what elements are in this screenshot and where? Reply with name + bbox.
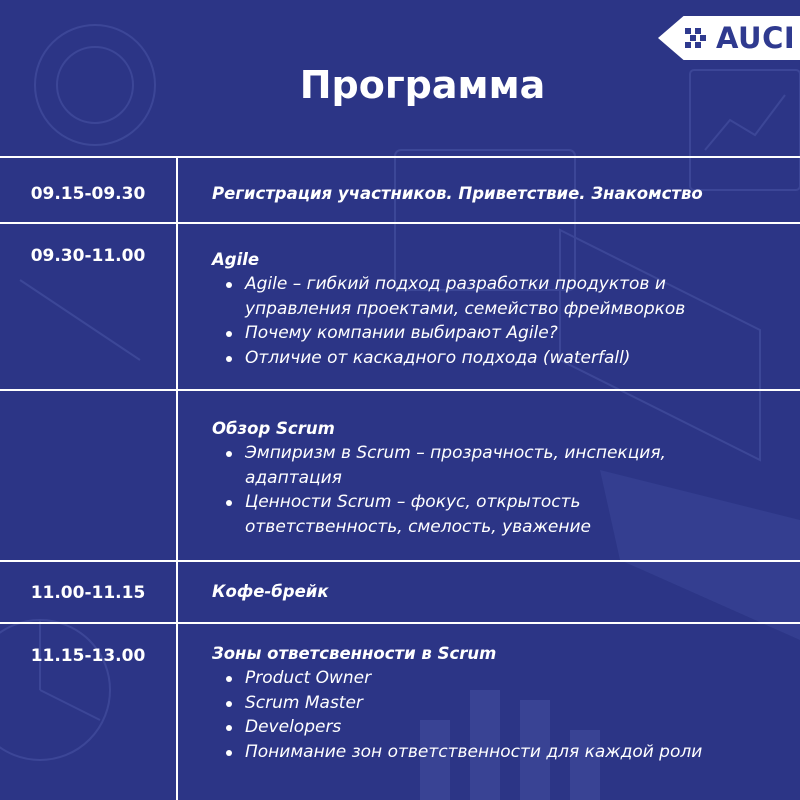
- row-item-list: [212, 272, 685, 370]
- row-time: 09.30-11.00: [30, 246, 146, 266]
- row-item-list: [212, 441, 666, 539]
- auci-logo-icon: [684, 26, 712, 50]
- row-heading: Кофе-брейк: [212, 582, 329, 601]
- table-divider: [0, 560, 800, 562]
- list-item: Почему компании выбирают Agile?: [212, 321, 685, 346]
- row-heading: Обзор Scrum: [212, 419, 335, 438]
- page-title: Программа: [299, 63, 546, 107]
- list-item-continuation: ответственность, смелость, уважение: [245, 516, 591, 537]
- table-column-divider: [176, 156, 178, 800]
- list-item: Эмпиризм в Scrum – прозрачность, инспекция,: [212, 441, 666, 466]
- table-divider: [0, 222, 800, 224]
- table-divider: [0, 389, 800, 391]
- list-item: Отличие от каскадного подхода (waterfall): [212, 346, 685, 371]
- list-item: Product Owner: [212, 666, 702, 691]
- row-time: 09.15-09.30: [30, 184, 146, 204]
- row-heading: Регистрация участников. Приветствие. Знакомство: [212, 184, 703, 203]
- list-item: Scrum Master: [212, 691, 702, 716]
- table-divider: [0, 622, 800, 624]
- row-time: 11.15-13.00: [30, 646, 146, 666]
- list-item-continuation: адаптация: [245, 467, 342, 488]
- table-divider: [0, 156, 800, 158]
- list-item: Понимание зон ответственности для каждой роли: [212, 740, 702, 765]
- row-time: 11.00-11.15: [30, 583, 146, 603]
- row-item-list: [212, 666, 702, 764]
- list-item: Ценности Scrum – фокус, открытость: [212, 490, 666, 515]
- logo-text: AUCI: [716, 21, 796, 55]
- row-heading: Agile: [212, 250, 260, 269]
- list-item: Agile – гибкий подход разработки продуктов и: [212, 272, 685, 297]
- list-item-continuation: управления проектами, семейство фреймворков: [245, 298, 686, 319]
- list-item: Developers: [212, 715, 702, 740]
- row-heading: Зоны ответсвенности в Scrum: [212, 644, 497, 663]
